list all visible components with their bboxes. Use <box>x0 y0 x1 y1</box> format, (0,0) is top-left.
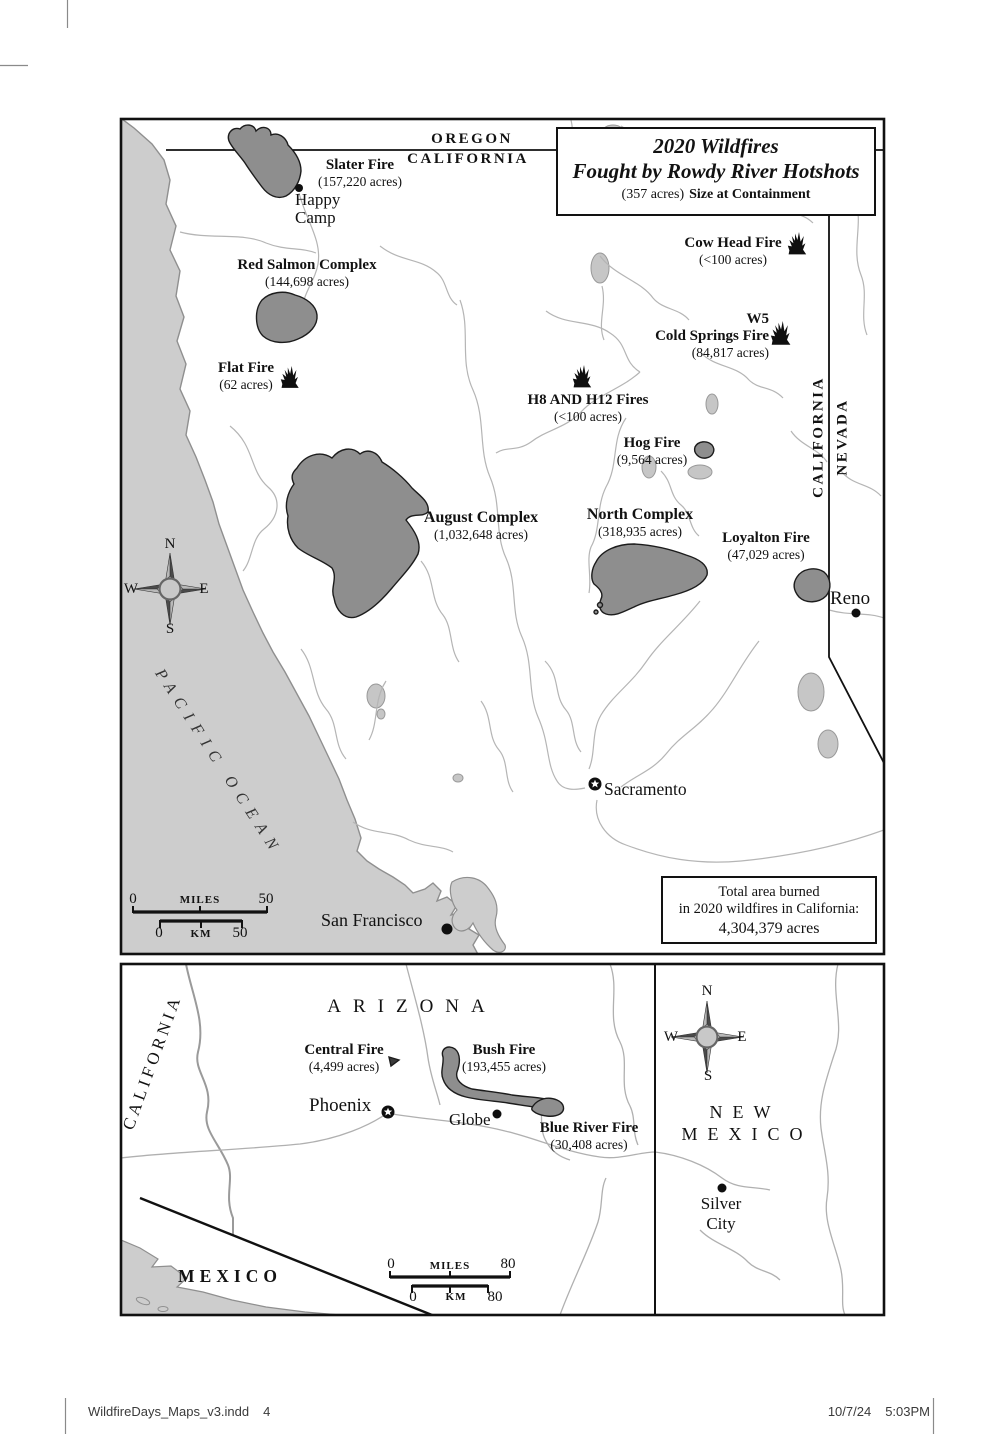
fire-label-slater <box>318 157 402 189</box>
inset-scale-miles-word: MILES <box>429 1260 471 1272</box>
inset-scale-km-right: 80 <box>487 1289 503 1305</box>
silver-city-dot <box>718 1184 727 1193</box>
city-label-san-francisco: San Francisco <box>321 910 423 930</box>
fire-label-north <box>587 506 693 539</box>
fire-label-august <box>424 509 538 542</box>
pacific-ocean-label: PACIFIC OCEAN <box>151 665 286 860</box>
gulf-island <box>158 1307 168 1312</box>
fire-acres: (1,032,648 acres) <box>433 526 529 542</box>
city-label-silver-city: Silver City <box>700 1194 742 1234</box>
flat-fire-flame-icon <box>281 366 299 388</box>
fire-name: Central Fire <box>304 1042 384 1058</box>
fire-acres: (47,029 acres) <box>727 546 805 562</box>
fire-acres: (193,455 acres) <box>462 1058 546 1074</box>
main-scale-km-word: KM <box>190 928 212 940</box>
fire-label-loyalton <box>722 530 810 562</box>
total-line3: 4,304,379 acres <box>718 919 820 937</box>
san-francisco-dot <box>442 924 453 935</box>
fire-acres: (4,499 acres) <box>308 1058 380 1074</box>
inset-scale-km-left: 0 <box>409 1289 417 1305</box>
fire-acres: (30,408 acres) <box>550 1136 628 1152</box>
arizona-label: ARIZONA <box>327 996 497 1017</box>
globe-dot <box>493 1110 502 1119</box>
north-complex-fragment <box>594 610 598 614</box>
fire-label-cow-head <box>684 235 781 267</box>
inset-scale-mi-right: 80 <box>500 1256 516 1272</box>
footer-time: 5:03PM <box>885 1404 930 1419</box>
hog-fire-perimeter <box>695 442 714 458</box>
city-label-sacramento: Sacramento <box>604 779 687 799</box>
inset-compass-rose <box>671 1001 743 1073</box>
city-label-phoenix: Phoenix <box>309 1095 372 1116</box>
red-salmon-perimeter <box>256 292 317 342</box>
lakes <box>367 125 838 782</box>
sacramento-capital-icon <box>589 778 602 791</box>
main-scale-km-right: 50 <box>232 925 248 941</box>
fire-acres: (<100 acres) <box>554 408 622 424</box>
inset-compass-e: E <box>737 1029 747 1045</box>
main-compass-w: W <box>123 581 139 597</box>
cow-head-flame-icon <box>788 232 806 254</box>
august-complex-perimeter <box>286 449 428 617</box>
fire-name: Slater Fire <box>325 157 395 173</box>
main-compass-n: N <box>164 536 176 552</box>
fire-name: Blue River Fire <box>539 1120 639 1136</box>
fire-acres: (318,935 acres) <box>598 523 682 539</box>
oregon-label: OREGON <box>431 131 513 147</box>
main-compass-e: E <box>199 581 209 597</box>
colorado-river <box>186 964 233 1236</box>
footer-date: 10/7/24 <box>827 1404 872 1419</box>
map-title-line2: Fought by Rowdy River Hotshots <box>572 158 860 183</box>
phoenix-capital-icon <box>382 1106 395 1119</box>
fire-label-bush <box>462 1042 546 1074</box>
nevada-vertical-label: NEVADA <box>834 398 851 476</box>
total-burned-box <box>661 876 877 944</box>
reno-dot <box>852 609 861 618</box>
note-text: Size at Containment <box>689 186 811 202</box>
city-label-reno: Reno <box>830 588 871 609</box>
main-scale-miles-word: MILES <box>179 894 221 906</box>
fire-label-central <box>304 1042 383 1074</box>
note-size: (357 acres) <box>621 186 685 202</box>
fire-label-cold-springs <box>655 311 769 360</box>
fire-label-h8-h12 <box>528 392 649 424</box>
inset-scale-mi-left: 0 <box>387 1256 395 1272</box>
fire-name: Flat Fire <box>218 360 274 376</box>
fire-label-blue-river <box>540 1120 639 1152</box>
loyalton-fire-perimeter <box>794 569 830 602</box>
total-line1: Total area burned <box>718 884 820 900</box>
main-scale-mi-left: 0 <box>129 891 137 907</box>
california-inset-label: CALIFORNIA <box>118 991 186 1133</box>
cold-springs-flame-icon <box>771 321 791 345</box>
total-line2: in 2020 wildfires in California: <box>678 901 860 918</box>
fire-label-hog <box>617 435 687 467</box>
map-title-box <box>556 127 876 216</box>
main-scale-mi-right: 50 <box>258 891 274 907</box>
fire-name: Bush Fire <box>472 1042 536 1058</box>
mexico-label: MEXICO <box>178 1266 282 1286</box>
footer-right <box>730 1404 930 1419</box>
main-scale-km-left: 0 <box>155 925 163 941</box>
fire-acres: (157,220 acres) <box>318 173 402 189</box>
inset-compass-w: W <box>663 1029 679 1045</box>
city-label-happy-camp: Happy Camp <box>295 190 341 228</box>
fire-acres: (9,564 acres) <box>616 451 688 467</box>
fire-label-red-salmon <box>237 257 376 289</box>
h8-h12-flame-icon <box>573 365 591 387</box>
north-complex-perimeter <box>592 544 707 615</box>
fire-acres: (62 acres) <box>219 376 273 392</box>
fire-name-line2: Cold Springs Fire <box>655 327 769 344</box>
california-vertical-label: CALIFORNIA <box>810 376 827 498</box>
new-mexico-label-line1: NEW <box>709 1102 781 1122</box>
footer-left <box>88 1404 284 1419</box>
inset-scale-km-word: KM <box>445 1291 467 1303</box>
slater-fire-perimeter <box>228 125 301 197</box>
california-label: CALIFORNIA <box>407 151 529 167</box>
main-compass-s: S <box>165 621 175 637</box>
inset-compass-s: S <box>703 1068 713 1084</box>
inset-compass-n: N <box>701 983 713 999</box>
fire-name: Hog Fire <box>623 435 681 451</box>
fire-name: August Complex <box>423 509 539 526</box>
map-title-note <box>558 187 874 203</box>
fire-acres: (84,817 acres) <box>691 344 769 360</box>
footer-filename: WildfireDays_Maps_v3.indd <box>88 1404 250 1419</box>
fire-acres: (<100 acres) <box>699 251 767 267</box>
north-complex-fragment <box>598 603 603 608</box>
footer-page-number: 4 <box>263 1404 271 1419</box>
new-mexico-label-line2: MEXICO <box>681 1124 813 1144</box>
central-fire-perimeter <box>389 1057 399 1066</box>
fire-name: North Complex <box>586 506 694 523</box>
city-label-globe: Globe <box>449 1110 491 1129</box>
fire-acres: (144,698 acres) <box>265 273 349 289</box>
fire-label-flat <box>218 360 274 392</box>
fire-name: W5 <box>746 311 769 327</box>
fire-name: H8 AND H12 Fires <box>527 392 649 408</box>
map-title-line1: 2020 Wildfires <box>653 134 779 158</box>
fire-name: Loyalton Fire <box>722 530 810 546</box>
fire-name: Cow Head Fire <box>684 235 782 251</box>
fire-name: Red Salmon Complex <box>237 257 377 273</box>
